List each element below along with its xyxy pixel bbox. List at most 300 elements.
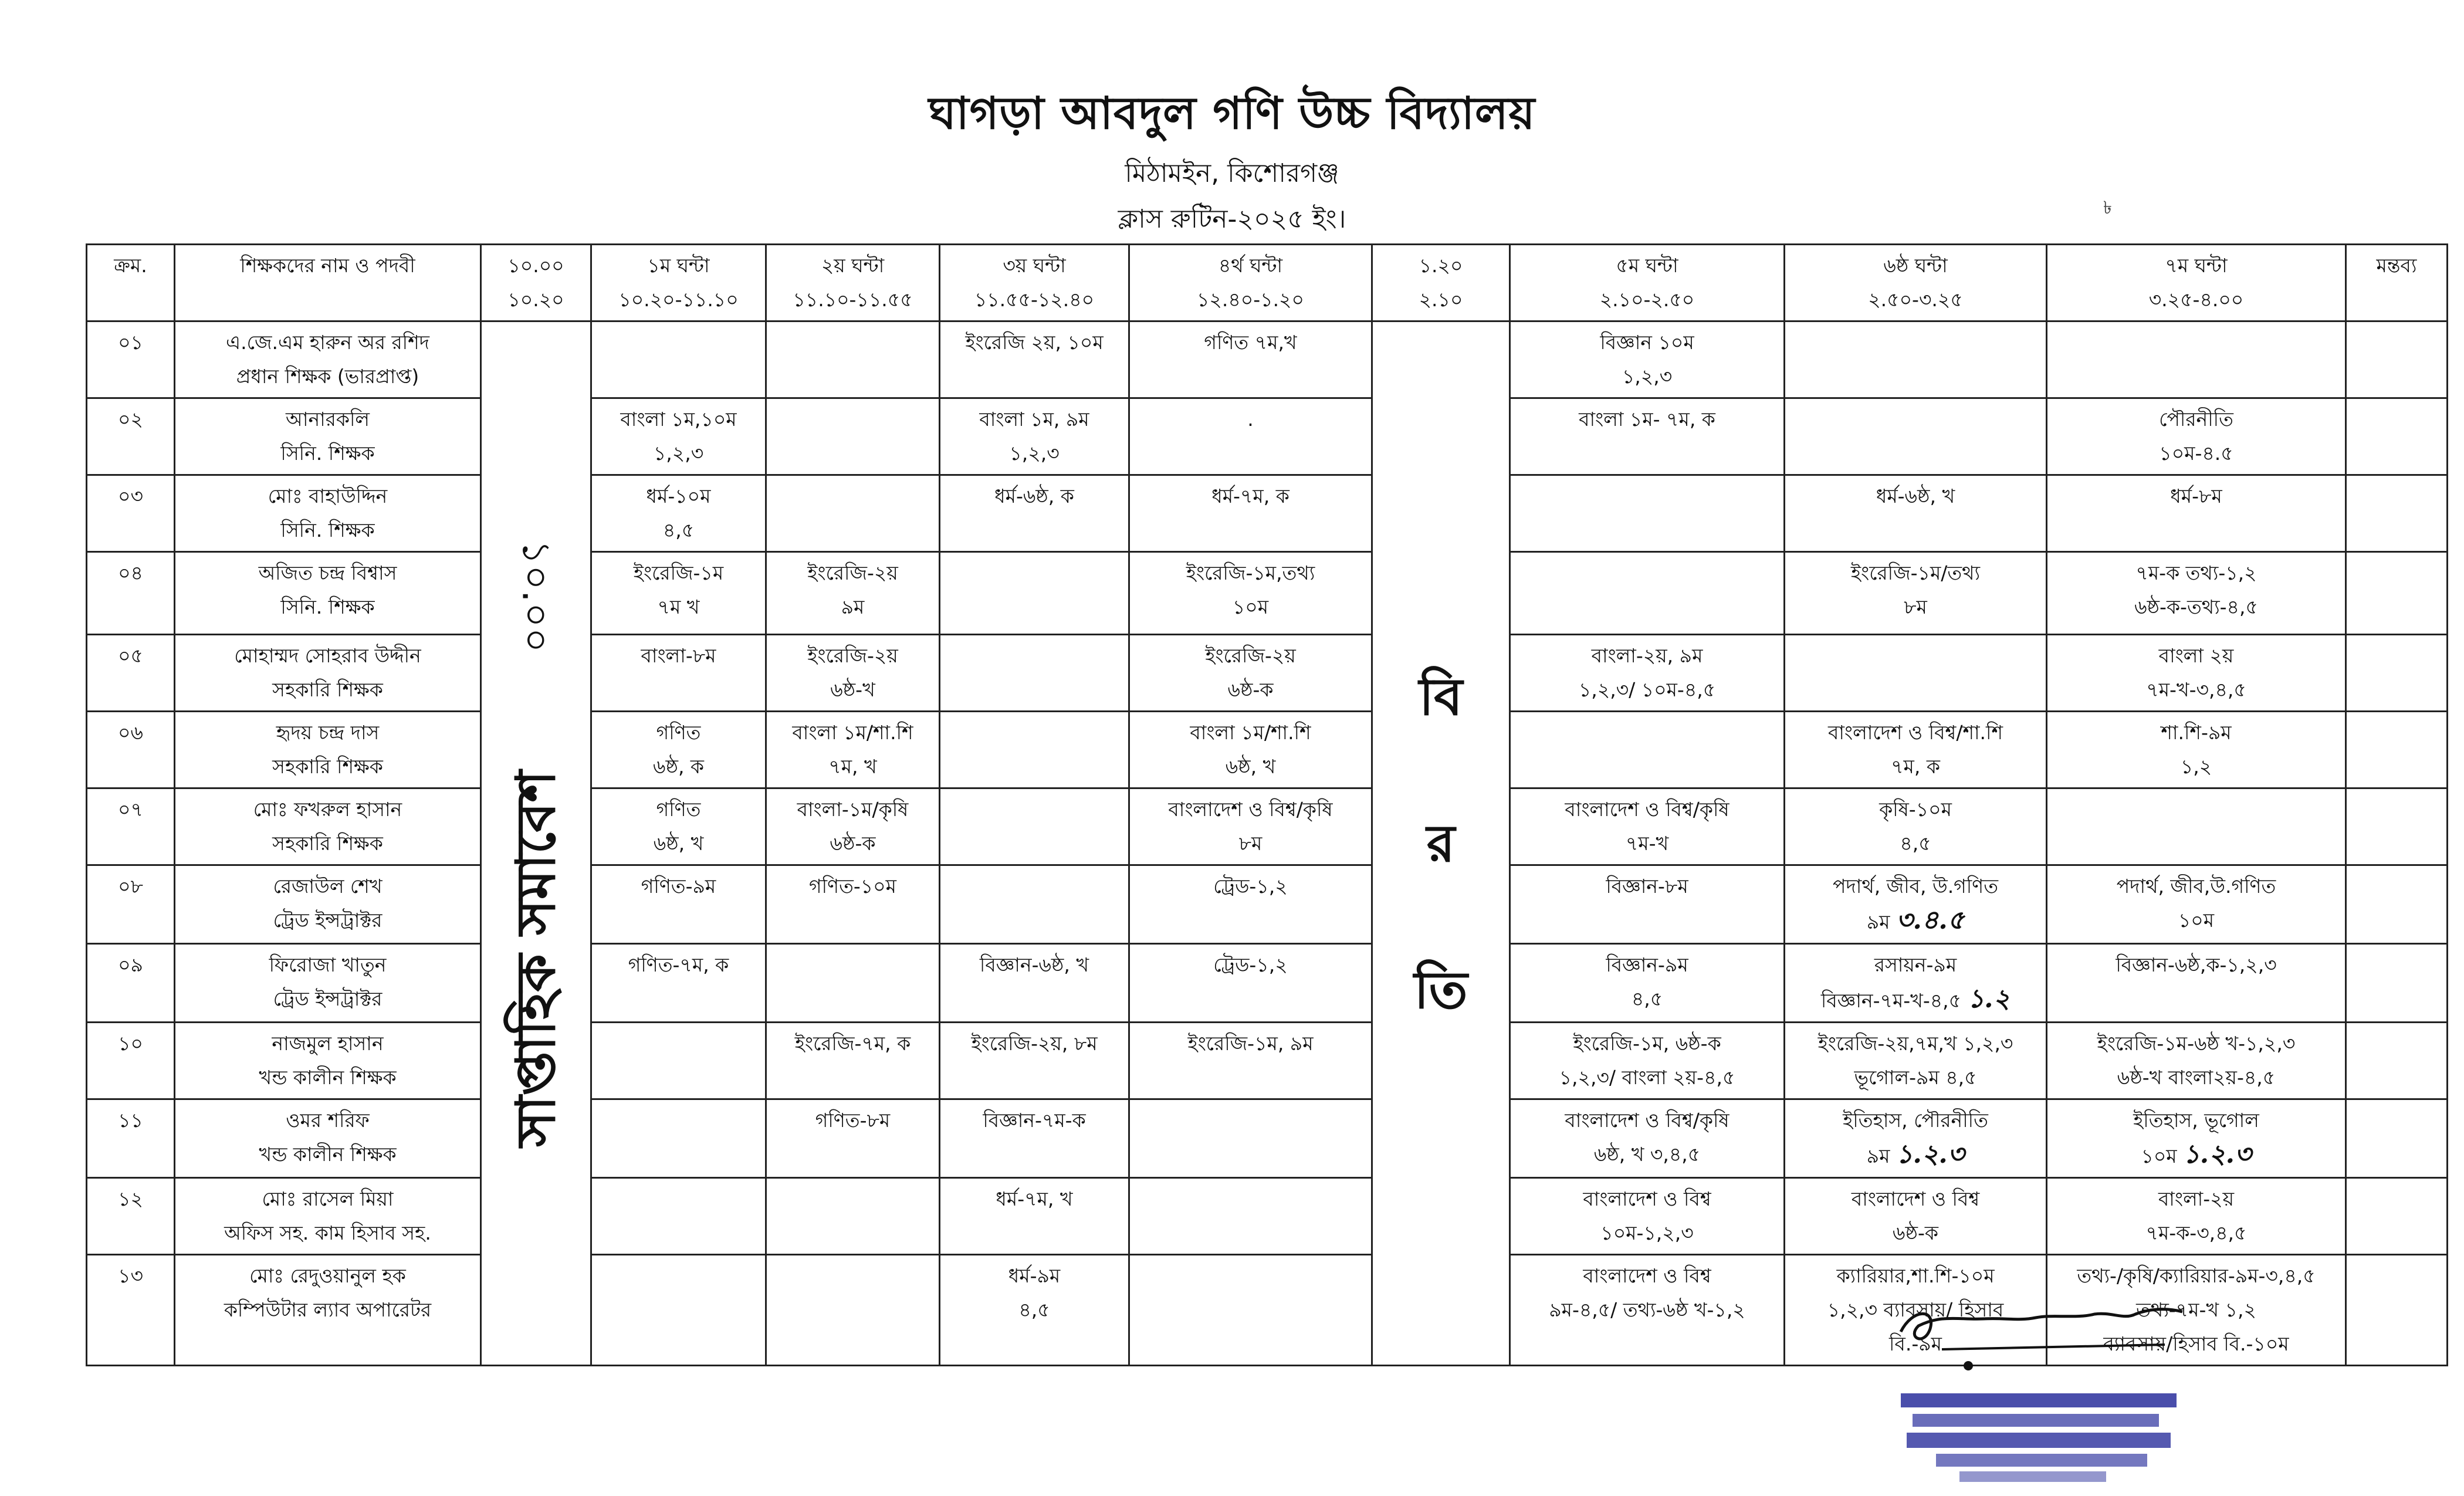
period-cell <box>766 712 940 788</box>
period-cell <box>1129 1099 1372 1178</box>
teacher-designation: কম্পিউটার ল্যাব অপারেটর <box>224 1298 432 1321</box>
period-cell <box>1510 788 1785 865</box>
cell-line: ৬ষ্ঠ-ক <box>1893 1221 1938 1244</box>
teacher-designation: ট্রেড ইন্সট্রাক্টর <box>273 987 383 1010</box>
cell-line: বাংলা ১ম/শা.শি <box>1190 721 1311 744</box>
period-cell <box>940 321 1129 398</box>
assembly-label: সাপ্তাহিক সমাবেশ <box>504 770 567 1147</box>
cell-line: ৮ম <box>1238 832 1263 855</box>
cell-line: ৮ম <box>1904 595 1927 618</box>
cell-line: বিজ্ঞান-৯ম <box>1606 953 1688 976</box>
cell-line: ট্রেড-১,২ <box>1213 875 1288 898</box>
teacher-designation: ট্রেড ইন্সট্রাক্টর <box>273 909 383 932</box>
table-row <box>87 1099 2448 1178</box>
table-row <box>87 788 2448 865</box>
teacher-name: হৃদয় চন্দ্র দাস <box>276 721 380 744</box>
table-row <box>87 865 2448 944</box>
teacher-name: অজিত চন্দ্র বিশ্বাস <box>258 561 397 584</box>
teacher-cell <box>175 635 481 712</box>
period-cell <box>940 1099 1129 1178</box>
period-cell <box>2047 475 2346 552</box>
period-cell <box>2047 635 2346 712</box>
serial-cell: ১১ <box>87 1099 175 1178</box>
teacher-name: রেজাউল শেখ <box>273 875 383 898</box>
period-cell <box>940 865 1129 944</box>
period-cell <box>940 1178 1129 1255</box>
period-cell <box>1785 712 2047 788</box>
serial-cell: ০৪ <box>87 552 175 635</box>
period-cell <box>1129 865 1372 944</box>
remarks-cell <box>2346 321 2448 398</box>
cell-line: ইংরেজি-১ম-৬ষ্ঠ খ-১,২,৩ <box>2097 1032 2296 1055</box>
assembly-time-end: ১০.২০ <box>507 288 564 311</box>
cell-line: রসায়ন-৯ম <box>1874 953 1957 976</box>
serial-cell: ১২ <box>87 1178 175 1255</box>
period-cell <box>1510 1178 1785 1255</box>
period-cell <box>1785 475 2047 552</box>
period-cell <box>1510 1255 1785 1366</box>
period-cell <box>2047 1099 2346 1178</box>
cell-line: ৬ষ্ঠ-খ <box>830 678 875 701</box>
col-break-time <box>1372 245 1510 321</box>
cell-line: গণিত ৭ম,খ <box>1204 331 1297 354</box>
remarks-cell <box>2346 788 2448 865</box>
period-cell <box>766 944 940 1023</box>
cell-line: ইংরেজি-১ম/তথ্য <box>1850 561 1981 584</box>
period-2-time: ১১.১০-১১.৫৫ <box>793 288 913 311</box>
period-cell <box>940 552 1129 635</box>
cell-line: ইংরেজি-২য় <box>807 644 898 667</box>
table-row <box>87 398 2448 475</box>
cell-line: ৬ষ্ঠ, খ ৩,৪,৫ <box>1593 1143 1701 1166</box>
period-cell <box>940 635 1129 712</box>
teacher-designation: সহকারি শিক্ষক <box>272 832 383 855</box>
teacher-designation: সহকারি শিক্ষক <box>272 755 383 778</box>
cell-line: বিজ্ঞান-৮ম <box>1606 875 1688 898</box>
teacher-name: মোঃ বাহাউদ্দিন <box>268 485 388 507</box>
serial-cell: ০৫ <box>87 635 175 712</box>
cell-line: ৭ম-ক তথ্য-১,২ <box>2135 561 2257 584</box>
cell-line: বাংলা ১ম- ৭ম, ক <box>1579 408 1715 431</box>
period-cell <box>1510 712 1785 788</box>
serial-cell: ০৩ <box>87 475 175 552</box>
cell-line: ১,২ <box>2180 755 2212 778</box>
period-cell <box>591 321 766 398</box>
cell-line: ইংরেজি-২য় <box>807 561 898 584</box>
serial-cell: ০৯ <box>87 944 175 1023</box>
col-period-3 <box>940 245 1129 321</box>
cell-line: ৭ম, খ <box>828 755 877 778</box>
period-2-label: ২য় ঘন্টা <box>821 254 885 277</box>
table-row <box>87 1178 2448 1255</box>
period-cell <box>766 475 940 552</box>
period-cell <box>591 1255 766 1366</box>
col-teacher: শিক্ষকদের নাম ও পদবী <box>175 245 481 321</box>
period-cell <box>1785 944 2047 1023</box>
cell-line: ৭ম, ক <box>1891 755 1940 778</box>
period-cell <box>2047 712 2346 788</box>
cell-line: গণিত <box>656 721 701 744</box>
remarks-cell <box>2346 398 2448 475</box>
cell-line: পদার্থ, জীব, উ.গণিত <box>1833 875 1998 898</box>
cell-line: . <box>1247 408 1254 431</box>
cell-line: ৯ম <box>841 595 865 618</box>
period-cell <box>2047 398 2346 475</box>
period-cell <box>1785 398 2047 475</box>
period-cell <box>940 1255 1129 1366</box>
cell-line: ধর্ম-৭ম, খ <box>996 1187 1073 1210</box>
cell-line: তথ্য-৭ম-খ ১,২ <box>2136 1298 2256 1321</box>
period-cell <box>940 788 1129 865</box>
period-cell <box>1785 1099 2047 1178</box>
col-period-7 <box>2047 245 2346 321</box>
cell-line: বিজ্ঞান-৬ষ্ঠ,ক-১,২,৩ <box>2116 953 2277 976</box>
cell-line: ধর্ম-৮ম <box>2170 485 2222 507</box>
period-cell <box>1129 788 1372 865</box>
period-cell <box>1129 1255 1372 1366</box>
cell-line: ১,২,৩ <box>1009 442 1060 465</box>
period-cell <box>766 1023 940 1099</box>
cell-line: বাংলা ১ম, ৯ম <box>979 408 1089 431</box>
cell-line: শা.শি-৯ম <box>2161 721 2232 744</box>
cell-line: বাংলাদেশ ও বিশ্ব <box>1851 1187 1980 1210</box>
col-period-6 <box>1785 245 2047 321</box>
cell-line: ৯ম ৩.৪.৫ <box>1866 905 1965 935</box>
period-cell <box>2047 552 2346 635</box>
cell-line: ৬ষ্ঠ-ক <box>1227 678 1274 701</box>
cell-line: বাংলা-২য়, ৯ম <box>1591 644 1703 667</box>
period-5-time: ২.১০-২.৫০ <box>1599 288 1695 311</box>
handwritten-note: ১.২.৩ <box>2183 1139 2252 1169</box>
period-cell <box>1785 1178 2047 1255</box>
remarks-cell <box>2346 635 2448 712</box>
period-cell <box>2047 944 2346 1023</box>
cell-line: পদার্থ, জীব,উ.গণিত <box>2116 875 2276 898</box>
stray-mark: ৳ <box>2103 198 2112 218</box>
cell-line: ৪,৫ <box>1900 832 1931 855</box>
period-3-label: ৩য় ঘন্টা <box>1003 254 1066 277</box>
teacher-designation: সহকারি শিক্ষক <box>272 678 383 701</box>
cell-line: ৬ষ্ঠ-খ বাংলা২য়-৪,৫ <box>2117 1066 2276 1089</box>
period-cell <box>591 1099 766 1178</box>
cell-line: বাংলা-২য় <box>2158 1187 2235 1210</box>
break-char-2: র <box>1426 813 1456 874</box>
table-row <box>87 712 2448 788</box>
cell-line: ১০ম ১.২.৩ <box>2141 1139 2252 1169</box>
teacher-cell <box>175 398 481 475</box>
teacher-cell <box>175 788 481 865</box>
cell-line: ধর্ম-৬ষ্ঠ, খ <box>1876 485 1955 507</box>
cell-line: ৭ম-খ-৩,৪,৫ <box>2146 678 2246 701</box>
serial-cell: ০৬ <box>87 712 175 788</box>
period-cell <box>1129 552 1372 635</box>
cell-line: ইংরেজি-১ম <box>633 561 724 584</box>
teacher-name: মোঃ রেদুওয়ানুল হক <box>249 1264 406 1287</box>
period-cell <box>1510 944 1785 1023</box>
cell-line: ১০ম <box>2178 909 2215 932</box>
period-cell <box>940 1023 1129 1099</box>
handwritten-note: ১.২.৩ <box>1896 1139 1965 1169</box>
cell-line: ৭ম-ক-৩,৪,৫ <box>2145 1221 2247 1244</box>
teacher-cell <box>175 1255 481 1366</box>
period-cell <box>1129 398 1372 475</box>
assembly-time: ১০.০০ <box>513 540 559 653</box>
period-cell <box>1785 552 2047 635</box>
cell-line: ইতিহাস, ভূগোল <box>2133 1109 2259 1132</box>
period-cell <box>1785 635 2047 712</box>
period-cell <box>591 398 766 475</box>
cell-line: ৬ষ্ঠ, খ <box>1225 755 1276 778</box>
cell-line: ১,২,৩/ ১০ম-৪,৫ <box>1578 678 1716 701</box>
period-3-time: ১১.৫৫-১২.৪০ <box>974 288 1095 311</box>
cell-line: বিজ্ঞান-৭ম-ক <box>983 1109 1086 1132</box>
cell-line: গণিত <box>656 798 701 821</box>
cell-line: বাংলা ১ম/শা.শি <box>792 721 913 744</box>
cell-line: ১০ম <box>1232 595 1269 618</box>
teacher-cell <box>175 1099 481 1178</box>
cell-line: বাংলাদেশ ও বিশ্ব/কৃষি <box>1168 798 1333 821</box>
period-4-label: ৪র্থ ঘন্টা <box>1218 254 1283 277</box>
headmaster-signature-seal <box>1889 1297 2194 1484</box>
teacher-cell <box>175 944 481 1023</box>
period-cell <box>591 552 766 635</box>
period-6-label: ৬ষ্ঠ ঘন্টা <box>1883 254 1948 277</box>
teacher-designation: সিনি. শিক্ষক <box>280 595 375 618</box>
cell-line: ৬ষ্ঠ, খ <box>653 832 704 855</box>
break-time-end: ২.১০ <box>1419 288 1463 311</box>
col-assembly-time <box>481 245 591 321</box>
remarks-cell <box>2346 1099 2448 1178</box>
teacher-name: আনারকলি <box>285 408 370 431</box>
period-cell <box>2047 1023 2346 1099</box>
period-cell <box>591 788 766 865</box>
period-cell <box>1510 552 1785 635</box>
cell-line: বাংলা-১ম/কৃষি <box>797 798 909 821</box>
cell-line: পৌরনীতি <box>2159 408 2233 431</box>
table-row <box>87 944 2448 1023</box>
period-1-label: ১ম ঘন্টা <box>647 254 710 277</box>
break-cell <box>1372 321 1510 1366</box>
period-cell <box>1785 788 2047 865</box>
period-cell <box>2047 321 2346 398</box>
header-row <box>87 245 2448 321</box>
cell-line: ইংরেজি-২য় <box>1205 644 1296 667</box>
period-cell <box>766 1178 940 1255</box>
cell-line: ইংরেজি-২য়,৭ম,খ ১,২,৩ <box>1817 1032 2013 1055</box>
teacher-designation: খন্ড কালীন শিক্ষক <box>259 1143 397 1166</box>
cell-line: বিজ্ঞান-৭ম-খ-৪,৫ ১.২ <box>1820 984 2011 1014</box>
table-row <box>87 552 2448 635</box>
teacher-designation: প্রধান শিক্ষক (ভারপ্রাপ্ত) <box>236 365 419 388</box>
assembly-cell <box>481 321 591 1366</box>
cell-line: ৬ষ্ঠ, ক <box>652 755 705 778</box>
serial-cell: ০৭ <box>87 788 175 865</box>
period-cell <box>2047 865 2346 944</box>
remarks-cell <box>2346 944 2448 1023</box>
school-name: ঘাগড়া আবদুল গণি উচ্চ বিদ্যালয় <box>928 87 1536 139</box>
remarks-cell <box>2346 1255 2448 1366</box>
cell-line: ৪,৫ <box>662 519 695 541</box>
cell-line: গণিত-১০ম <box>809 875 896 898</box>
col-period-5 <box>1510 245 1785 321</box>
teacher-cell <box>175 1178 481 1255</box>
period-cell <box>2047 788 2346 865</box>
period-cell <box>1129 635 1372 712</box>
cell-line: ৭ম খ <box>657 595 700 618</box>
serial-cell: ০১ <box>87 321 175 398</box>
remarks-cell <box>2346 552 2448 635</box>
serial-cell: ১৩ <box>87 1255 175 1366</box>
col-period-4 <box>1129 245 1372 321</box>
period-cell <box>940 712 1129 788</box>
period-cell <box>1129 1178 1372 1255</box>
cell-line: ধর্ম-৭ম, ক <box>1211 485 1289 507</box>
period-cell <box>766 1255 940 1366</box>
serial-cell: ১০ <box>87 1023 175 1099</box>
table-row <box>87 1023 2448 1099</box>
cell-line: গণিত-৭ম, ক <box>628 953 729 976</box>
period-6-time: ২.৫০-৩.২৫ <box>1868 288 1963 311</box>
period-cell <box>766 635 940 712</box>
period-cell <box>591 475 766 552</box>
cell-line: ১,২,৩ <box>1622 365 1673 388</box>
teacher-cell <box>175 475 481 552</box>
cell-line: ১০ম-৪.৫ <box>2159 442 2233 465</box>
period-cell <box>591 944 766 1023</box>
period-cell <box>1785 321 2047 398</box>
teacher-name: এ.জে.এম হারুন অর রশিদ <box>225 331 429 354</box>
cell-line: ৯ম-৪,৫/ তথ্য-৬ষ্ঠ খ-১,২ <box>1549 1298 1745 1321</box>
cell-line: ধর্ম-১০ম <box>646 485 711 507</box>
period-cell <box>940 398 1129 475</box>
period-cell <box>940 475 1129 552</box>
col-period-1 <box>591 245 766 321</box>
cell-line: বি.-৯ম <box>1889 1332 1942 1355</box>
table-row <box>87 635 2448 712</box>
cell-line: তথ্য-/কৃষি/ক্যারিয়ার-৯ম-৩,৪,৫ <box>2077 1264 2316 1287</box>
period-cell <box>1785 1023 2047 1099</box>
period-cell <box>591 635 766 712</box>
period-cell <box>940 944 1129 1023</box>
period-cell <box>1129 475 1372 552</box>
cell-line: ভূগোল-৯ম ৪,৫ <box>1854 1066 1977 1089</box>
cell-line: বিজ্ঞান-৬ষ্ঠ, খ <box>979 953 1089 976</box>
cell-line: ইংরেজি-১ম, ৯ম <box>1187 1032 1314 1055</box>
period-cell <box>766 398 940 475</box>
period-cell <box>1785 865 2047 944</box>
teacher-cell <box>175 552 481 635</box>
serial-cell: ০২ <box>87 398 175 475</box>
cell-line: ৬ষ্ঠ-ক <box>830 832 876 855</box>
period-5-label: ৫ম ঘন্টা <box>1616 254 1678 277</box>
cell-line: ইংরেজি ২য়, ১০ম <box>965 331 1104 354</box>
period-cell <box>1510 865 1785 944</box>
cell-line: ইতিহাস, পৌরনীতি <box>1843 1109 1988 1132</box>
teacher-designation: খন্ড কালীন শিক্ষক <box>259 1066 397 1089</box>
period-cell <box>1129 1023 1372 1099</box>
period-cell <box>766 321 940 398</box>
cell-line: বাংলাদেশ ও বিশ্ব <box>1583 1187 1711 1210</box>
cell-line: ট্রেড-১,২ <box>1213 953 1288 976</box>
period-7-time: ৩.২৫-৪.০০ <box>2148 288 2244 311</box>
teacher-name: নাজমুল হাসান <box>272 1032 384 1055</box>
period-7-label: ৭ম ঘন্টা <box>2165 254 2228 277</box>
period-cell <box>591 865 766 944</box>
period-cell <box>766 865 940 944</box>
period-1-time: ১০.২০-১১.১০ <box>618 288 739 311</box>
period-cell <box>591 712 766 788</box>
period-4-time: ১২.৪০-১.২০ <box>1197 288 1304 311</box>
cell-line: ১,২,৩ ব্যাবসায়/ হিসাব <box>1827 1298 2004 1321</box>
teacher-cell <box>175 712 481 788</box>
break-time-start: ১.২০ <box>1419 254 1463 277</box>
cell-line: বাংলা ১ম,১০ম <box>620 408 737 431</box>
cell-line: ইংরেজি-১ম, ৬ষ্ঠ-ক <box>1573 1032 1721 1055</box>
cell-line: বাংলাদেশ ও বিশ্ব <box>1583 1264 1711 1287</box>
cell-line: ধর্ম-৬ষ্ঠ, ক <box>994 485 1074 507</box>
teacher-cell <box>175 321 481 398</box>
routine-title: ক্লাস রুটিন-২০২৫ ইং। <box>1118 204 1346 234</box>
remarks-cell <box>2346 1023 2448 1099</box>
teacher-name: ওমর শরিফ <box>286 1109 370 1132</box>
period-cell <box>1510 635 1785 712</box>
period-cell <box>1129 321 1372 398</box>
cell-line: বিজ্ঞান ১০ম <box>1600 331 1694 354</box>
remarks-cell <box>2346 1178 2448 1255</box>
teacher-cell <box>175 865 481 944</box>
school-address: মিঠামইন, কিশোরগঞ্জ <box>1125 158 1339 188</box>
period-cell <box>591 1023 766 1099</box>
handwritten-note: ৩.৪.৫ <box>1896 905 1965 935</box>
period-cell <box>766 1099 940 1178</box>
period-cell <box>1129 944 1372 1023</box>
cell-line: ৭ম-খ <box>1625 832 1669 855</box>
serial-cell: ০৮ <box>87 865 175 944</box>
break-char-1: বি <box>1419 666 1463 727</box>
teacher-designation: সিনি. শিক্ষক <box>280 519 375 541</box>
cell-line: ৬ষ্ঠ-ক-তথ্য-৪,৫ <box>2134 595 2258 618</box>
period-cell <box>1510 1099 1785 1178</box>
cell-line: ১,২,৩/ বাংলা ২য়-৪,৫ <box>1559 1066 1735 1089</box>
period-cell <box>766 552 940 635</box>
break-char-3: তি <box>1414 959 1468 1020</box>
table-row <box>87 475 2448 552</box>
remarks-cell <box>2346 865 2448 944</box>
cell-line: ব্যাবসায়/হিসাব বি.-১০ম <box>2103 1332 2289 1355</box>
period-cell <box>591 1178 766 1255</box>
cell-line: ইংরেজি-১ম,তথ্য <box>1186 561 1315 584</box>
cell-line: বাংলা-৮ম <box>641 644 716 667</box>
teacher-designation: অফিস সহ. কাম হিসাব সহ. <box>224 1221 431 1244</box>
cell-line: বাংলাদেশ ও বিশ্ব/শা.শি <box>1827 721 2003 744</box>
teacher-name: মোঃ রাসেল মিয়া <box>262 1187 394 1210</box>
remarks-cell <box>2346 712 2448 788</box>
period-cell <box>1129 712 1372 788</box>
cell-line: ধর্ম-৯ম <box>1008 1264 1061 1287</box>
routine-body <box>87 321 2448 1366</box>
table-row <box>87 321 2448 398</box>
handwritten-note: ১.২ <box>1967 984 2011 1014</box>
cell-line: ইংরেজি-৭ম, ক <box>794 1032 911 1055</box>
teacher-cell <box>175 1023 481 1099</box>
period-cell <box>1510 398 1785 475</box>
assembly-time-start: ১০.০০ <box>507 254 564 277</box>
cell-line: ৪,৫ <box>1631 987 1663 1010</box>
cell-line: গণিত-৯ম <box>641 875 716 898</box>
class-routine-table <box>86 243 2448 1366</box>
remarks-cell <box>2346 475 2448 552</box>
cell-line: ১০ম-১,২,৩ <box>1600 1221 1694 1244</box>
